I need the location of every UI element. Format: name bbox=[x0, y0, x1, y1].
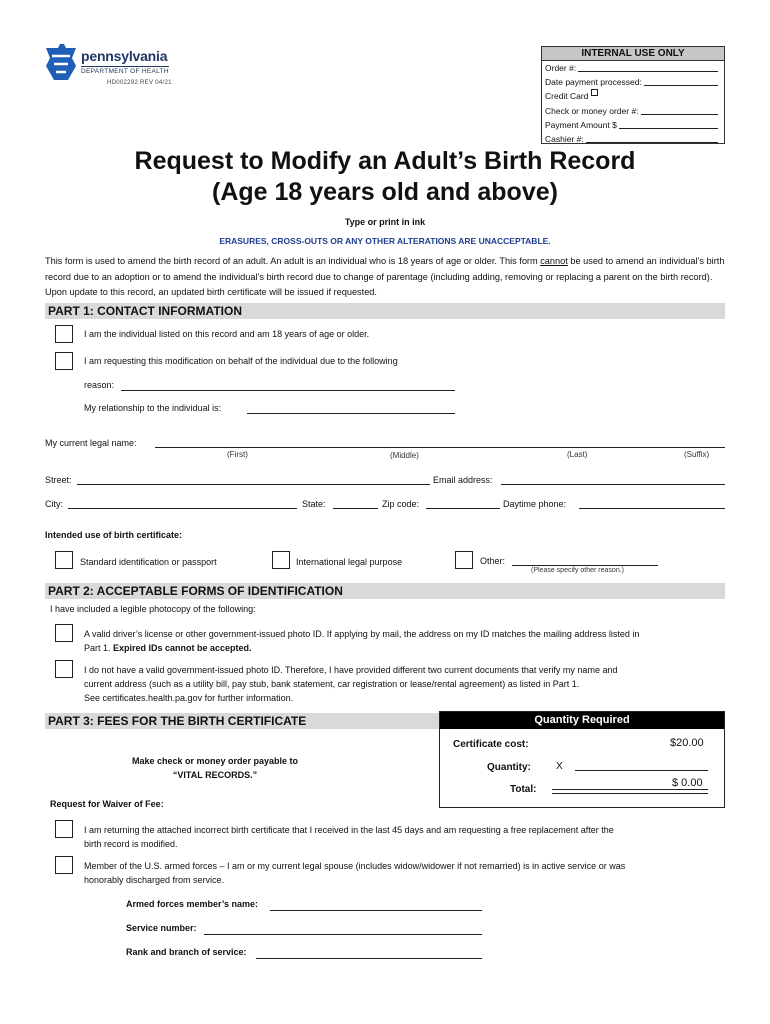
valid-id-line1: A valid driver’s license or other government-issued photo ID. If applying by mail, the address on my ID matches the mailing address listed in bbox=[84, 629, 640, 639]
behalf-label: I am requesting this modification on behalf of the individual due to the following bbox=[84, 356, 398, 366]
use-other-checkbox[interactable] bbox=[455, 551, 473, 569]
quantity-field[interactable] bbox=[575, 760, 708, 771]
last-name-caption: (Last) bbox=[567, 450, 588, 459]
cannot-emphasis: cannot bbox=[540, 256, 568, 266]
behalf-checkbox[interactable] bbox=[55, 352, 73, 370]
waiver-incorrect-line1: I am returning the attached incorrect birth certificate that I received in the last 45 days and am requesting a free replacement after the bbox=[84, 825, 614, 835]
times-sign: X bbox=[556, 761, 563, 772]
order-number-field[interactable] bbox=[578, 61, 718, 72]
internal-use-title: INTERNAL USE ONLY bbox=[542, 47, 724, 61]
intro-paragraph: This form is used to amend the birth record of an adult. An adult is an individual who is 18 years of age or older. This form cannot be used to amend an individual’s birth record due to an adoption or to amend the individual’s birth record due to change of parentage (including adding, removing or replacing a parent on the birth record). Upon update to this record, an updated birth certificate will be issued if requested. bbox=[45, 256, 725, 297]
use-international-checkbox[interactable] bbox=[272, 551, 290, 569]
middle-name-caption: (Middle) bbox=[390, 451, 419, 460]
pa-health-logo bbox=[44, 44, 184, 94]
alteration-warning: ERASURES, CROSS-OUTS OR ANY OTHER ALTERATIONS ARE UNACCEPTABLE. bbox=[219, 236, 551, 246]
quantity-label: Quantity: bbox=[487, 762, 531, 773]
service-number-field[interactable] bbox=[204, 924, 482, 935]
waiver-armed-checkbox[interactable] bbox=[55, 856, 73, 874]
quantity-required-title: Quantity Required bbox=[440, 712, 724, 729]
waiver-label: Request for Waiver of Fee: bbox=[50, 799, 164, 809]
phone-field[interactable] bbox=[579, 498, 725, 509]
part1-heading: PART 1: CONTACT INFORMATION bbox=[45, 303, 725, 319]
total-label: Total: bbox=[510, 784, 537, 795]
reason-label: reason: bbox=[84, 380, 115, 390]
cashier-row: Cashier #: bbox=[542, 132, 724, 146]
member-name-field[interactable] bbox=[270, 900, 482, 911]
expired-id-warning: Expired IDs cannot be accepted. bbox=[113, 643, 252, 653]
credit-card-checkbox[interactable] bbox=[591, 89, 598, 96]
waiver-incorrect-line2: birth record is modified. bbox=[84, 839, 178, 849]
no-id-line2: current address (such as a utility bill, pay stub, bank statement, car registration or lease/rental agreement) as listed in Part 1. bbox=[84, 679, 580, 689]
use-other-label: Other: bbox=[480, 556, 506, 566]
credit-card-row: Credit Card bbox=[542, 89, 724, 103]
total-value: $ 0.00 bbox=[672, 777, 703, 789]
part2-lead: I have included a legible photocopy of the following: bbox=[50, 604, 256, 614]
payable-line1: Make check or money order payable to bbox=[131, 756, 299, 766]
waiver-armed-line2: honorably discharged from service. bbox=[84, 875, 225, 885]
legal-name-field[interactable] bbox=[155, 437, 725, 448]
payable-line2: “VITAL RECORDS.” bbox=[172, 770, 258, 780]
legal-name-label: My current legal name: bbox=[45, 438, 137, 448]
internal-use-box bbox=[541, 46, 725, 144]
brand-department: DEPARTMENT OF HEALTH bbox=[81, 68, 169, 75]
use-standard-label: Standard identification or passport bbox=[80, 557, 217, 567]
reason-field[interactable] bbox=[121, 380, 455, 391]
self-label: I am the individual listed on this record and am 18 years of age or older. bbox=[84, 329, 370, 339]
use-other-hint: (Please specify other reason.) bbox=[531, 567, 624, 574]
email-field[interactable] bbox=[501, 474, 725, 485]
state-label: State: bbox=[302, 499, 326, 509]
cert-cost-label: Certificate cost: bbox=[453, 739, 529, 750]
street-label: Street: bbox=[45, 475, 72, 485]
phone-label: Daytime phone: bbox=[503, 499, 567, 509]
no-id-line3: See certificates.health.pa.gov for further information. bbox=[84, 693, 294, 703]
waiver-armed-line1: Member of the U.S. armed forces – I am or my current legal spouse (includes widow/widower if not remarried) is in active service or was bbox=[84, 861, 626, 871]
valid-id-line2: Part 1. Expired IDs cannot be accepted. bbox=[84, 643, 252, 653]
form-title: Request to Modify an Adult’s Birth Record bbox=[134, 147, 636, 175]
zip-field[interactable] bbox=[426, 498, 500, 509]
order-number-row: Order #: bbox=[542, 61, 724, 75]
check-number-field[interactable] bbox=[641, 104, 718, 115]
first-name-caption: (First) bbox=[227, 450, 248, 459]
self-checkbox[interactable] bbox=[55, 325, 73, 343]
email-label: Email address: bbox=[433, 475, 493, 485]
part3-heading: PART 3: FEES FOR THE BIRTH CERTIFICATE bbox=[45, 713, 439, 729]
state-field[interactable] bbox=[333, 498, 378, 509]
street-field[interactable] bbox=[77, 474, 430, 485]
no-id-line1: I do not have a valid government-issued photo ID. Therefore, I have provided different two current documents that verify my name and bbox=[84, 665, 618, 675]
cashier-field[interactable] bbox=[586, 132, 718, 143]
city-label: City: bbox=[45, 499, 63, 509]
date-paid-field[interactable] bbox=[644, 75, 718, 86]
ink-instruction: Type or print in ink bbox=[344, 217, 426, 227]
no-id-checkbox[interactable] bbox=[55, 660, 73, 678]
payment-amount-field[interactable] bbox=[619, 118, 718, 129]
brand-name: pennsylvania bbox=[81, 48, 168, 64]
zip-label: Zip code: bbox=[382, 499, 420, 509]
rank-branch-label: Rank and branch of service: bbox=[126, 947, 247, 957]
form-title-age: (Age 18 years old and above) bbox=[212, 178, 558, 206]
city-field[interactable] bbox=[68, 498, 297, 509]
member-name-label: Armed forces member’s name: bbox=[126, 899, 259, 909]
keystone-icon bbox=[44, 44, 78, 84]
cert-cost-value: $20.00 bbox=[670, 737, 704, 749]
use-standard-checkbox[interactable] bbox=[55, 551, 73, 569]
valid-id-checkbox[interactable] bbox=[55, 624, 73, 642]
use-other-field[interactable] bbox=[512, 555, 658, 566]
suffix-caption: (Suffix) bbox=[684, 450, 710, 459]
intended-use-label: Intended use of birth certificate: bbox=[45, 530, 183, 540]
service-number-label: Service number: bbox=[126, 923, 197, 933]
date-paid-row: Date payment processed: bbox=[542, 75, 724, 89]
form-code: HD002292 REV 04/21 bbox=[107, 80, 172, 86]
payment-amount-row: Payment Amount $ bbox=[542, 118, 724, 132]
waiver-incorrect-checkbox[interactable] bbox=[55, 820, 73, 838]
relationship-field[interactable] bbox=[247, 403, 455, 414]
check-row: Check or money order #: bbox=[542, 104, 724, 118]
rank-branch-field[interactable] bbox=[256, 948, 482, 959]
use-international-label: International legal purpose bbox=[296, 557, 403, 567]
relationship-label: My relationship to the individual is: bbox=[84, 403, 222, 413]
part2-heading: PART 2: ACCEPTABLE FORMS OF IDENTIFICATION bbox=[45, 583, 725, 599]
